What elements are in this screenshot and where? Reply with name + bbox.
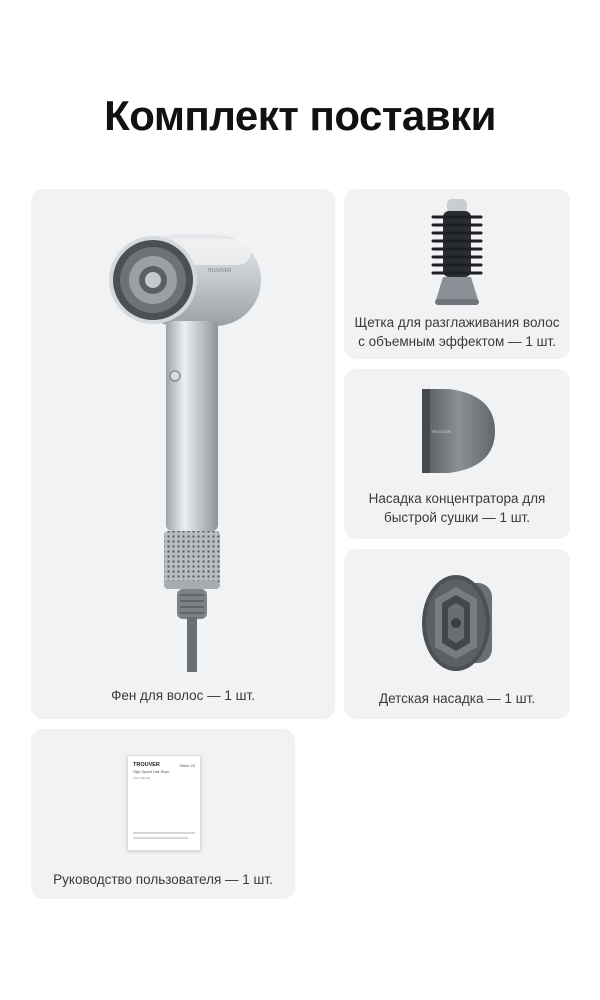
item-caption-manual: Руководство пользователя — 1 шт. (53, 872, 273, 887)
item-card-concentrator (344, 369, 570, 539)
item-card-volume-brush (344, 189, 570, 359)
item-caption-volume-brush: Щетка для разглаживания волос с объемным эффектом — 1 шт. (354, 315, 560, 349)
manual-fineprint (133, 837, 188, 839)
item-card-manual (31, 729, 295, 899)
page-title: Комплект поставки (104, 92, 496, 139)
user-manual-image (127, 755, 201, 851)
item-card-kids-nozzle (344, 549, 570, 719)
item-caption-hair-dryer: Фен для волос — 1 шт. (111, 688, 255, 703)
manual-fineprint (133, 832, 195, 834)
concentrator-logo: TROUVER (431, 429, 451, 434)
hair-dryer-image (101, 229, 271, 679)
kids-nozzle-image (420, 573, 496, 673)
item-card-hair-dryer (31, 189, 335, 719)
manual-product: High-Speed Hair Dryer (133, 770, 170, 774)
item-caption-kids-nozzle: Детская насадка — 1 шт. (378, 691, 536, 706)
volume-brush-image (429, 199, 485, 307)
item-caption-concentrator: Насадка концентратора для быстрой сушки — 1 шт. (368, 491, 546, 525)
manual-brand: TROUVER (133, 762, 160, 768)
dryer-logo: TROUVER (207, 268, 232, 274)
manual-model: Shine 20 (179, 763, 195, 768)
manual-subtitle: User Manual (133, 776, 151, 780)
concentrator-image (419, 385, 499, 477)
